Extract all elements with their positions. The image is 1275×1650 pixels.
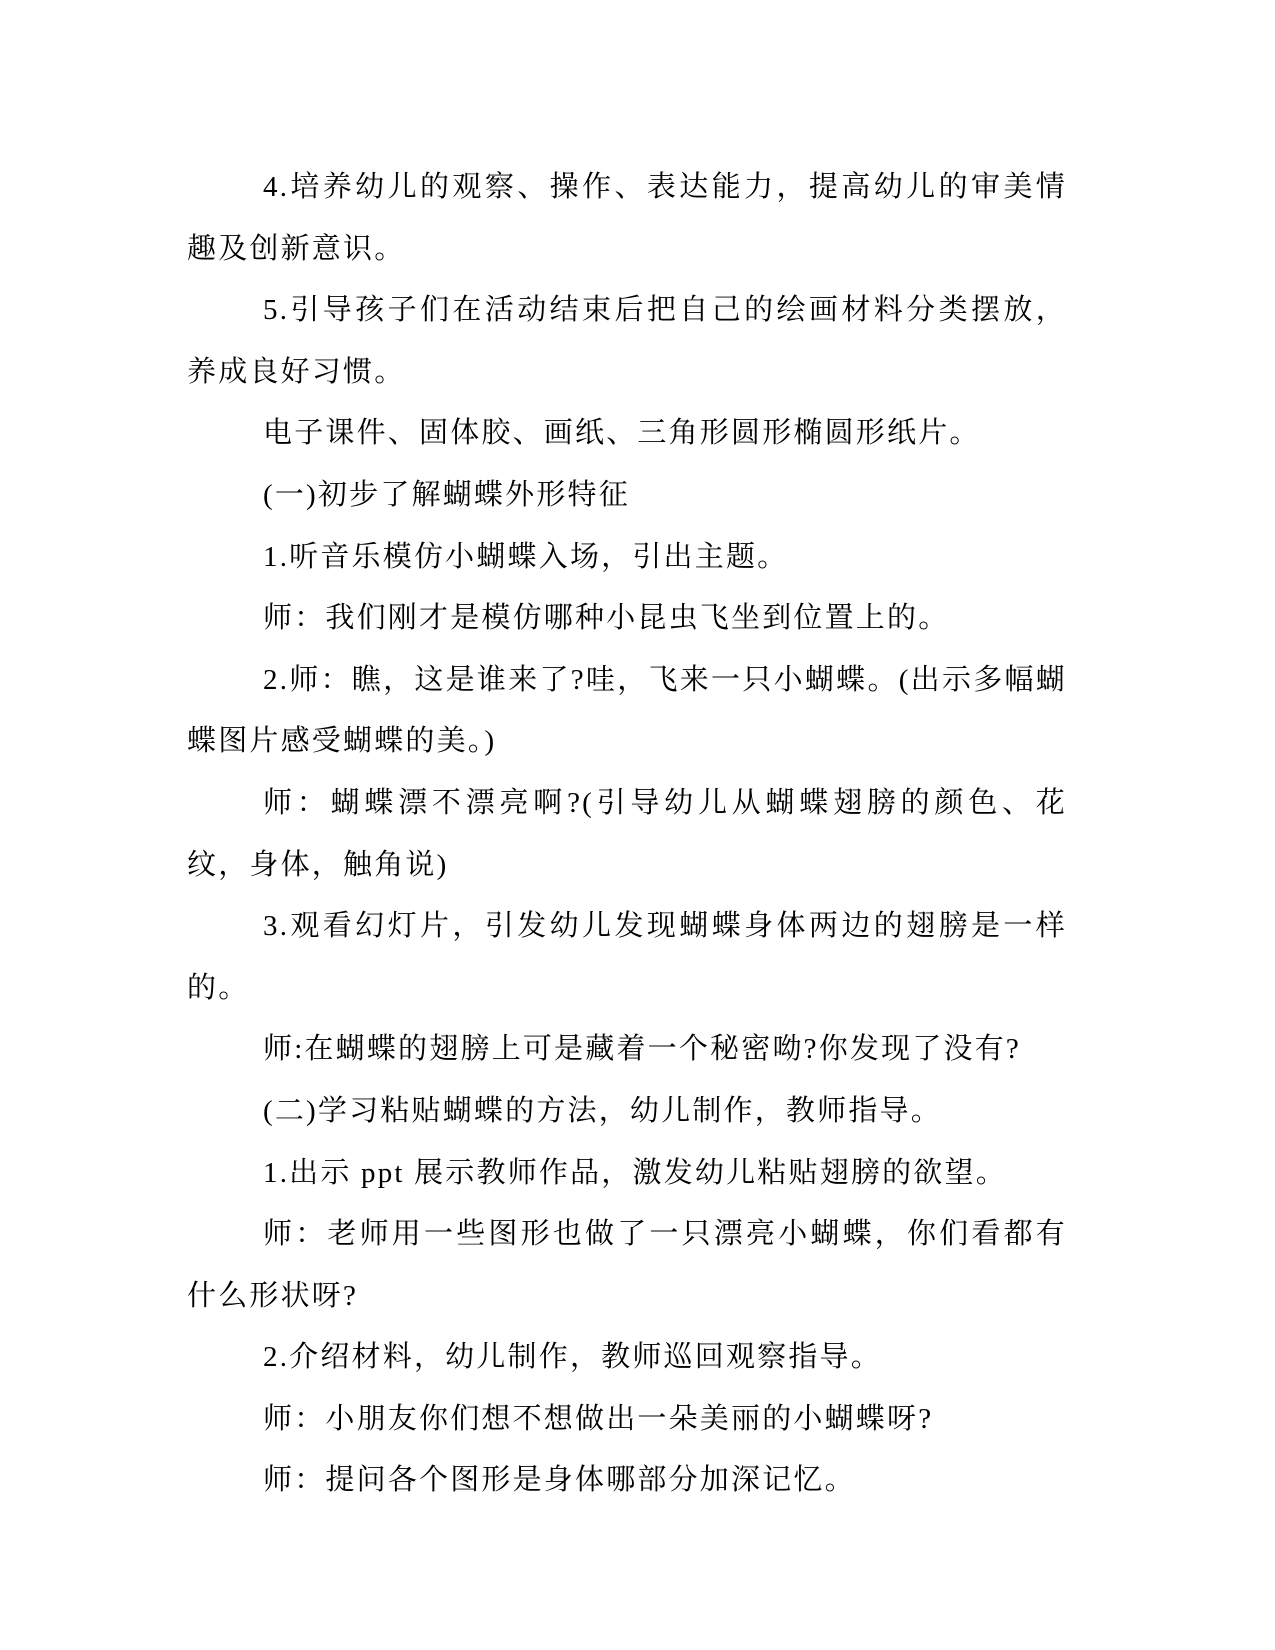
paragraph-step-1: 1.听音乐模仿小蝴蝶入场，引出主题。 [263, 540, 789, 573]
paragraph-goal-4: 4.培养幼儿的观察、操作、表达能力，提高幼儿的审美情趣及创新意识。 [187, 171, 1067, 265]
paragraph-step-3: 3.观看幻灯片，引发幼儿发现蝴蝶身体两边的翅膀是一样的。 [187, 910, 1067, 1004]
section-heading-1: (一)初步了解蝴蝶外形特征 [263, 478, 630, 511]
paragraph-step-1: 1.出示 ppt 展示教师作品，激发幼儿粘贴翅膀的欲望。 [263, 1156, 1007, 1189]
paragraph-teacher-line: 师：老师用一些图形也做了一只漂亮小蝴蝶，你们看都有什么形状呀? [187, 1218, 1067, 1312]
document-body [187, 157, 1067, 1512]
paragraph-materials: 电子课件、固体胶、画纸、三角形圆形椭圆形纸片。 [263, 417, 981, 450]
paragraph-teacher-line: 师：我们刚才是模仿哪种小昆虫飞坐到位置上的。 [263, 602, 950, 635]
paragraph-step-2: 2.师：瞧，这是谁来了?哇，飞来一只小蝴蝶。(出示多幅蝴蝶图片感受蝴蝶的美。) [187, 663, 1067, 758]
paragraph-step-2: 2.介绍材料，幼儿制作，教师巡回观察指导。 [263, 1341, 882, 1374]
section-heading-2: (二)学习粘贴蝴蝶的方法，幼儿制作，教师指导。 [263, 1094, 942, 1127]
paragraph-teacher-line: 师：提问各个图形是身体哪部分加深记忆。 [263, 1464, 856, 1497]
paragraph-goal-5: 5.引导孩子们在活动结束后把自己的绘画材料分类摆放，养成良好习惯。 [187, 294, 1067, 388]
paragraph-teacher-line: 师：蝴蝶漂不漂亮啊?(引导幼儿从蝴蝶翅膀的颜色、花纹，身体，触角说) [187, 786, 1067, 881]
paragraph-teacher-line: 师:在蝴蝶的翅膀上可是藏着一个秘密呦?你发现了没有? [263, 1033, 1022, 1066]
paragraph-teacher-line: 师：小朋友你们想不想做出一朵美丽的小蝴蝶呀? [263, 1402, 934, 1435]
